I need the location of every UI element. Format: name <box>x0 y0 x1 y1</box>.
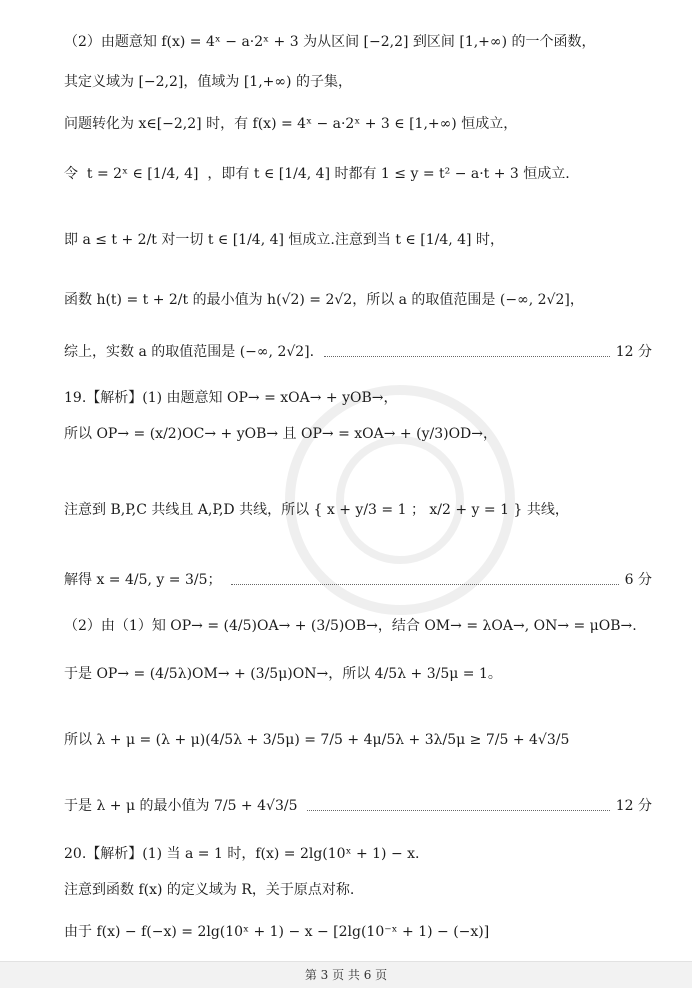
text-line <box>64 342 652 362</box>
text-line-content: （2）由（1）知 OP→ = (4/5)OA→ + (3/5)OB→，结合 OM→ = λOA→, ON→ = μOB→. <box>64 618 637 634</box>
text-line-content: 函数 h(t) = t + 2/t 的最小值为 h(√2) = 2√2，所以 a 的取值范围是 (−∞, 2√2]， <box>64 292 584 308</box>
text-line-content: 即 a ≤ t + 2/t 对一切 t ∈ [1/4, 4] 恒成立.注意到当 t ∈ [1/4, 4] 时， <box>64 232 504 248</box>
text-line-content: 由于 f(x) − f(−x) = 2lg(10ˣ + 1) − x − [2lg(10⁻ˣ + 1) − (−x)] <box>64 924 490 940</box>
dotted-leader <box>307 810 609 811</box>
text-line <box>64 290 652 310</box>
text-line <box>64 114 652 134</box>
text-line-content: 于是 λ + μ 的最小值为 7/5 + 4√3/5 <box>64 798 298 814</box>
text-line <box>64 388 652 408</box>
page-footer <box>0 961 692 988</box>
text-line <box>64 616 652 636</box>
text-line <box>64 72 652 92</box>
text-line <box>64 796 652 816</box>
score-points: 12 分 <box>615 798 652 814</box>
text-line-content: 19.【解析】(1) 由题意知 OP→ = xOA→ + yOB→， <box>64 390 398 406</box>
text-line <box>64 844 652 864</box>
text-line <box>64 880 652 900</box>
text-line-content: 20.【解析】(1) 当 a = 1 时，f(x) = 2lg(10ˣ + 1) − x. <box>64 846 420 862</box>
text-line <box>64 164 652 184</box>
text-line <box>64 500 652 520</box>
score-points: 6 分 <box>624 572 652 588</box>
text-line-content: 解得 x = 4/5, y = 3/5； <box>64 572 222 588</box>
text-line <box>64 664 652 684</box>
text-line-content: 注意到 B,P,C 共线且 A,P,D 共线，所以 { x + y/3 = 1 ； x/2 + y = 1 } 共线， <box>64 502 569 518</box>
text-line-content: 综上，实数 a 的取值范围是 (−∞, 2√2]. <box>64 344 315 360</box>
text-line-content: （2）由题意知 f(x) = 4ˣ − a·2ˣ + 3 为从区间 [−2,2] 到区间 [1,+∞) 的一个函数， <box>64 34 596 50</box>
text-line-content: 所以 OP→ = (x/2)OC→ + yOB→ 且 OP→ = xOA→ + (y/3)OD→， <box>64 426 498 442</box>
score-points: 12 分 <box>615 344 652 360</box>
text-line-content: 于是 OP→ = (4/5λ)OM→ + (3/5μ)ON→，所以 4/5λ + 3/5μ = 1。 <box>64 666 502 682</box>
dotted-leader <box>324 356 610 357</box>
text-line-content: 问题转化为 x∈[−2,2] 时，有 f(x) = 4ˣ − a·2ˣ + 3 ∈ [1,+∞) 恒成立， <box>64 116 518 132</box>
text-line <box>64 32 652 52</box>
text-line <box>64 730 652 750</box>
text-line <box>64 424 652 444</box>
dotted-leader <box>231 584 618 585</box>
text-line <box>64 570 652 590</box>
text-line <box>64 922 652 942</box>
text-line-content: 注意到函数 f(x) 的定义域为 R，关于原点对称. <box>64 882 355 898</box>
text-line <box>64 230 652 250</box>
text-line-content: 所以 λ + μ = (λ + μ)(4/5λ + 3/5μ) = 7/5 + 4μ/5λ + 3λ/5μ ≥ 7/5 + 4√3/5 <box>64 732 570 748</box>
text-line-content: 令 t = 2ˣ ∈ [1/4, 4] ，即有 t ∈ [1/4, 4] 时都有 1 ≤ y = t² − a·t + 3 恒成立. <box>64 166 570 182</box>
text-line-content: 其定义域为 [−2,2]，值域为 [1,+∞) 的子集， <box>64 74 352 90</box>
page-number: 第 3 页 共 6 页 <box>304 968 388 982</box>
